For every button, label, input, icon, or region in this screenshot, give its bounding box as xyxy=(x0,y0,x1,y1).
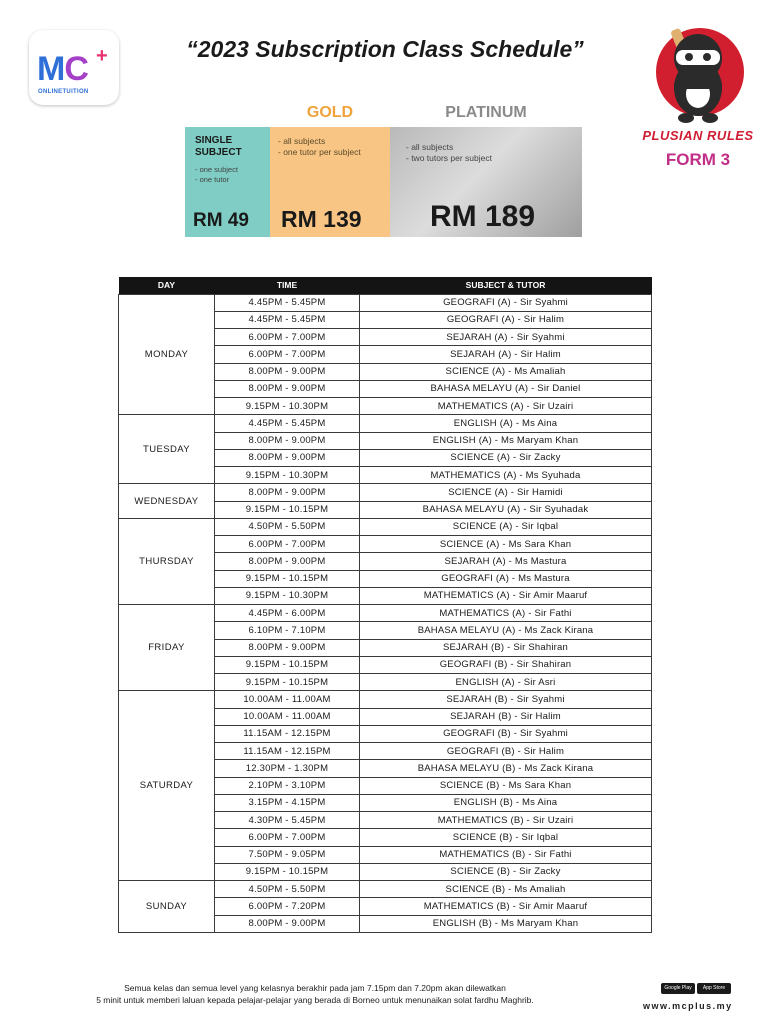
day-cell: WEDNESDAY xyxy=(119,484,215,519)
subject-tutor-cell: SEJARAH (A) - Sir Halim xyxy=(360,346,652,363)
store-badges xyxy=(661,983,733,1001)
subject-tutor-cell: SCIENCE (B) - Ms Sara Khan xyxy=(360,777,652,794)
website-link[interactable]: www.mcplus.my xyxy=(643,1001,733,1011)
subject-tutor-cell: SCIENCE (A) - Ms Amaliah xyxy=(360,363,652,380)
subject-tutor-cell: SEJARAH (B) - Sir Syahmi xyxy=(360,691,652,708)
time-cell: 9.15PM - 10.15PM xyxy=(215,674,360,691)
subject-tutor-cell: MATHEMATICS (A) - Sir Fathi xyxy=(360,605,652,622)
subject-tutor-cell: GEOGRAFI (B) - Sir Shahiran xyxy=(360,656,652,673)
platinum-tier-label: PLATINUM xyxy=(445,104,527,121)
logo-plus-icon: + xyxy=(96,45,108,67)
subject-tutor-cell: ENGLISH (B) - Ms Maryam Khan xyxy=(360,915,652,932)
day-cell: MONDAY xyxy=(119,294,215,415)
time-cell: 6.00PM - 7.20PM xyxy=(215,898,360,915)
subject-tutor-cell: GEOGRAFI (A) - Sir Halim xyxy=(360,311,652,328)
table-row xyxy=(119,294,652,311)
single-subject-name: SINGLE SUBJECT xyxy=(195,135,242,158)
subject-tutor-cell: ENGLISH (A) - Ms Aina xyxy=(360,415,652,432)
subject-tutor-cell: ENGLISH (A) - Sir Asri xyxy=(360,674,652,691)
time-cell: 11.15AM - 12.15PM xyxy=(215,743,360,760)
google-play-badge[interactable]: Google Play xyxy=(661,983,695,994)
time-cell: 9.15PM - 10.30PM xyxy=(215,398,360,415)
table-header-row xyxy=(119,277,652,294)
time-cell: 6.00PM - 7.00PM xyxy=(215,536,360,553)
time-cell: 6.00PM - 7.00PM xyxy=(215,346,360,363)
time-cell: 12.30PM - 1.30PM xyxy=(215,760,360,777)
gold-price: RM 139 xyxy=(281,206,362,232)
subject-tutor-cell: SCIENCE (A) - Sir Zacky xyxy=(360,449,652,466)
plusian-rules-brand: PLUSIAN RULES xyxy=(642,128,754,143)
single-subject-price: RM 49 xyxy=(193,210,249,231)
mcplus-logo xyxy=(29,30,119,105)
time-cell: 4.45PM - 5.45PM xyxy=(215,311,360,328)
subject-tutor-cell: SCIENCE (A) - Ms Sara Khan xyxy=(360,536,652,553)
schedule-table xyxy=(118,277,652,933)
header-time: TIME xyxy=(215,277,360,294)
time-cell: 8.00PM - 9.00PM xyxy=(215,484,360,501)
table-row xyxy=(119,691,652,708)
time-cell: 8.00PM - 9.00PM xyxy=(215,449,360,466)
table-row xyxy=(119,605,652,622)
logo-wordmark: MC xyxy=(37,50,88,88)
time-cell: 11.15AM - 12.15PM xyxy=(215,725,360,742)
platinum-price: RM 189 xyxy=(430,200,536,233)
day-cell: TUESDAY xyxy=(119,415,215,484)
gold-tier-label: GOLD xyxy=(306,104,354,121)
day-cell: SATURDAY xyxy=(119,691,215,881)
time-cell: 8.00PM - 9.00PM xyxy=(215,915,360,932)
subject-tutor-cell: ENGLISH (B) - Ms Aina xyxy=(360,794,652,811)
time-cell: 4.50PM - 5.50PM xyxy=(215,518,360,535)
subject-tutor-cell: SEJARAH (A) - Ms Mastura xyxy=(360,553,652,570)
subject-tutor-cell: ENGLISH (A) - Ms Maryam Khan xyxy=(360,432,652,449)
subject-tutor-cell: BAHASA MELAYU (A) - Sir Syuhadak xyxy=(360,501,652,518)
table-row xyxy=(119,484,652,501)
platinum-features: - all subjects - two tutors per subject xyxy=(406,142,492,163)
time-cell: 6.00PM - 7.00PM xyxy=(215,329,360,346)
subject-tutor-cell: SEJARAH (A) - Sir Syahmi xyxy=(360,329,652,346)
time-cell: 8.00PM - 9.00PM xyxy=(215,553,360,570)
subject-tutor-cell: SCIENCE (A) - Sir Hamidi xyxy=(360,484,652,501)
app-store-badge[interactable]: App Store xyxy=(697,983,731,994)
single-subject-card xyxy=(185,127,270,237)
time-cell: 9.15PM - 10.15PM xyxy=(215,570,360,587)
day-cell: THURSDAY xyxy=(119,518,215,604)
header-subject-tutor: SUBJECT & TUTOR xyxy=(360,277,652,294)
time-cell: 7.50PM - 9.05PM xyxy=(215,846,360,863)
table-row xyxy=(119,881,652,898)
time-cell: 10.00AM - 11.00AM xyxy=(215,708,360,725)
subject-tutor-cell: GEOGRAFI (B) - Sir Halim xyxy=(360,743,652,760)
subject-tutor-cell: BAHASA MELAYU (A) - Sir Daniel xyxy=(360,380,652,397)
time-cell: 6.10PM - 7.10PM xyxy=(215,622,360,639)
schedule-body xyxy=(119,294,652,932)
platinum-card xyxy=(390,127,582,237)
subject-tutor-cell: BAHASA MELAYU (B) - Ms Zack Kirana xyxy=(360,760,652,777)
time-cell: 4.45PM - 5.45PM xyxy=(215,294,360,311)
gold-card xyxy=(270,127,390,237)
time-cell: 9.15PM - 10.15PM xyxy=(215,863,360,880)
maghrib-note: Semua kelas dan semua level yang kelasnya berakhir pada jam 7.15pm dan 7.20pm akan dilewatkan 5 minit untuk memberi laluan kepada pelajar-pelajar yang berada di Borneo untuk menunaikan solat fardhu Maghrib. xyxy=(96,983,534,1005)
header-day: DAY xyxy=(119,277,215,294)
table-row xyxy=(119,518,652,535)
subject-tutor-cell: BAHASA MELAYU (A) - Ms Zack Kirana xyxy=(360,622,652,639)
gold-features: - all subjects - one tutor per subject xyxy=(278,136,361,157)
day-cell: FRIDAY xyxy=(119,605,215,691)
time-cell: 8.00PM - 9.00PM xyxy=(215,380,360,397)
table-row xyxy=(119,415,652,432)
time-cell: 9.15PM - 10.15PM xyxy=(215,656,360,673)
time-cell: 10.00AM - 11.00AM xyxy=(215,691,360,708)
time-cell: 9.15PM - 10.30PM xyxy=(215,467,360,484)
subject-tutor-cell: GEOGRAFI (A) - Sir Syahmi xyxy=(360,294,652,311)
subject-tutor-cell: MATHEMATICS (A) - Sir Uzairi xyxy=(360,398,652,415)
page-title: “2023 Subscription Class Schedule” xyxy=(186,36,584,62)
time-cell: 8.00PM - 9.00PM xyxy=(215,363,360,380)
subject-tutor-cell: MATHEMATICS (B) - Sir Uzairi xyxy=(360,812,652,829)
subject-tutor-cell: MATHEMATICS (B) - Sir Fathi xyxy=(360,846,652,863)
time-cell: 4.45PM - 6.00PM xyxy=(215,605,360,622)
subject-tutor-cell: SCIENCE (B) - Sir Iqbal xyxy=(360,829,652,846)
subject-tutor-cell: MATHEMATICS (A) - Ms Syuhada xyxy=(360,467,652,484)
subject-tutor-cell: SEJARAH (B) - Sir Shahiran xyxy=(360,639,652,656)
subject-tutor-cell: MATHEMATICS (B) - Sir Amir Maaruf xyxy=(360,898,652,915)
subject-tutor-cell: GEOGRAFI (A) - Ms Mastura xyxy=(360,570,652,587)
logo-subtitle: ONLINETUITION xyxy=(38,89,89,95)
time-cell: 4.50PM - 5.50PM xyxy=(215,881,360,898)
subject-tutor-cell: MATHEMATICS (A) - Sir Amir Maaruf xyxy=(360,587,652,604)
time-cell: 6.00PM - 7.00PM xyxy=(215,829,360,846)
subject-tutor-cell: GEOGRAFI (B) - Sir Syahmi xyxy=(360,725,652,742)
single-subject-features: - one subject - one tutor xyxy=(195,165,238,184)
time-cell: 8.00PM - 9.00PM xyxy=(215,432,360,449)
time-cell: 9.15PM - 10.30PM xyxy=(215,587,360,604)
time-cell: 4.30PM - 5.45PM xyxy=(215,812,360,829)
time-cell: 8.00PM - 9.00PM xyxy=(215,639,360,656)
subject-tutor-cell: SCIENCE (B) - Sir Zacky xyxy=(360,863,652,880)
subject-tutor-cell: SCIENCE (B) - Ms Amaliah xyxy=(360,881,652,898)
subject-tutor-cell: SCIENCE (A) - Sir Iqbal xyxy=(360,518,652,535)
time-cell: 3.15PM - 4.15PM xyxy=(215,794,360,811)
form-level: FORM 3 xyxy=(665,150,731,169)
time-cell: 9.15PM - 10.15PM xyxy=(215,501,360,518)
day-cell: SUNDAY xyxy=(119,881,215,933)
time-cell: 4.45PM - 5.45PM xyxy=(215,415,360,432)
time-cell: 2.10PM - 3.10PM xyxy=(215,777,360,794)
subject-tutor-cell: SEJARAH (B) - Sir Halim xyxy=(360,708,652,725)
ninja-mascot-icon xyxy=(648,22,748,127)
